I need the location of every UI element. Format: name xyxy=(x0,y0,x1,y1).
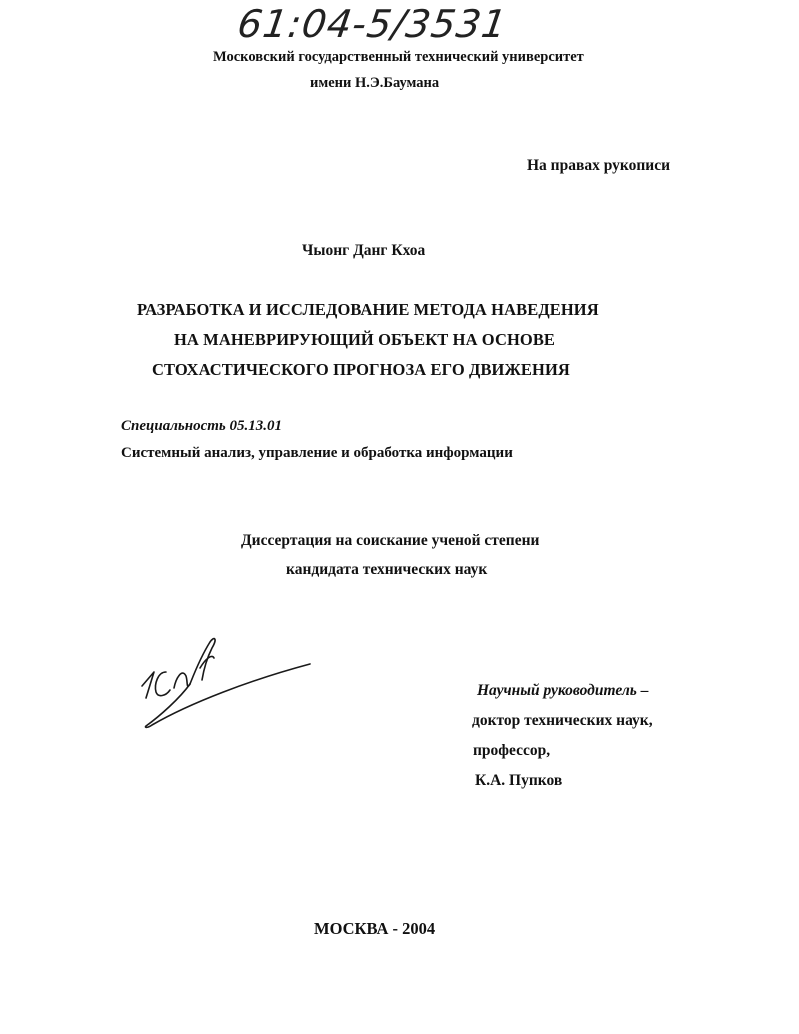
supervisor-label: Научный руководитель – xyxy=(477,682,649,699)
signature xyxy=(130,628,320,738)
university-name: Московский государственный технический университет xyxy=(213,49,584,65)
archive-number-text: 61:04-5/3531 xyxy=(234,2,511,46)
thesis-title-line-2: НА МАНЕВРИРУЮЩИЙ ОБЪЕКТ НА ОСНОВЕ xyxy=(174,330,556,349)
specialty-name: Системный анализ, управление и обработка информации xyxy=(121,445,513,461)
rights-note: На правах рукописи xyxy=(527,157,671,174)
thesis-title-line-3: СТОХАСТИЧЕСКОГО ПРОГНОЗА ЕГО ДВИЖЕНИЯ xyxy=(152,360,570,379)
footer-city-year: МОСКВА - 2004 xyxy=(314,919,436,938)
supervisor-name: К.А. Пупков xyxy=(475,772,563,789)
author-name: Чыонг Данг Кхоа xyxy=(302,242,426,259)
university-named-after: имени Н.Э.Баумана xyxy=(310,75,440,91)
degree-line-1: Диссертация на соискание ученой степени xyxy=(241,532,540,549)
archive-number xyxy=(234,2,511,48)
degree-line-2: кандидата технических наук xyxy=(286,561,488,578)
supervisor-rank: профессор, xyxy=(473,742,551,759)
supervisor-degree: доктор технических наук, xyxy=(472,712,653,729)
specialty-code: Специальность 05.13.01 xyxy=(121,418,283,434)
thesis-title-line-1: РАЗРАБОТКА И ИССЛЕДОВАНИЕ МЕТОДА НАВЕДЕНИЯ xyxy=(137,300,599,319)
